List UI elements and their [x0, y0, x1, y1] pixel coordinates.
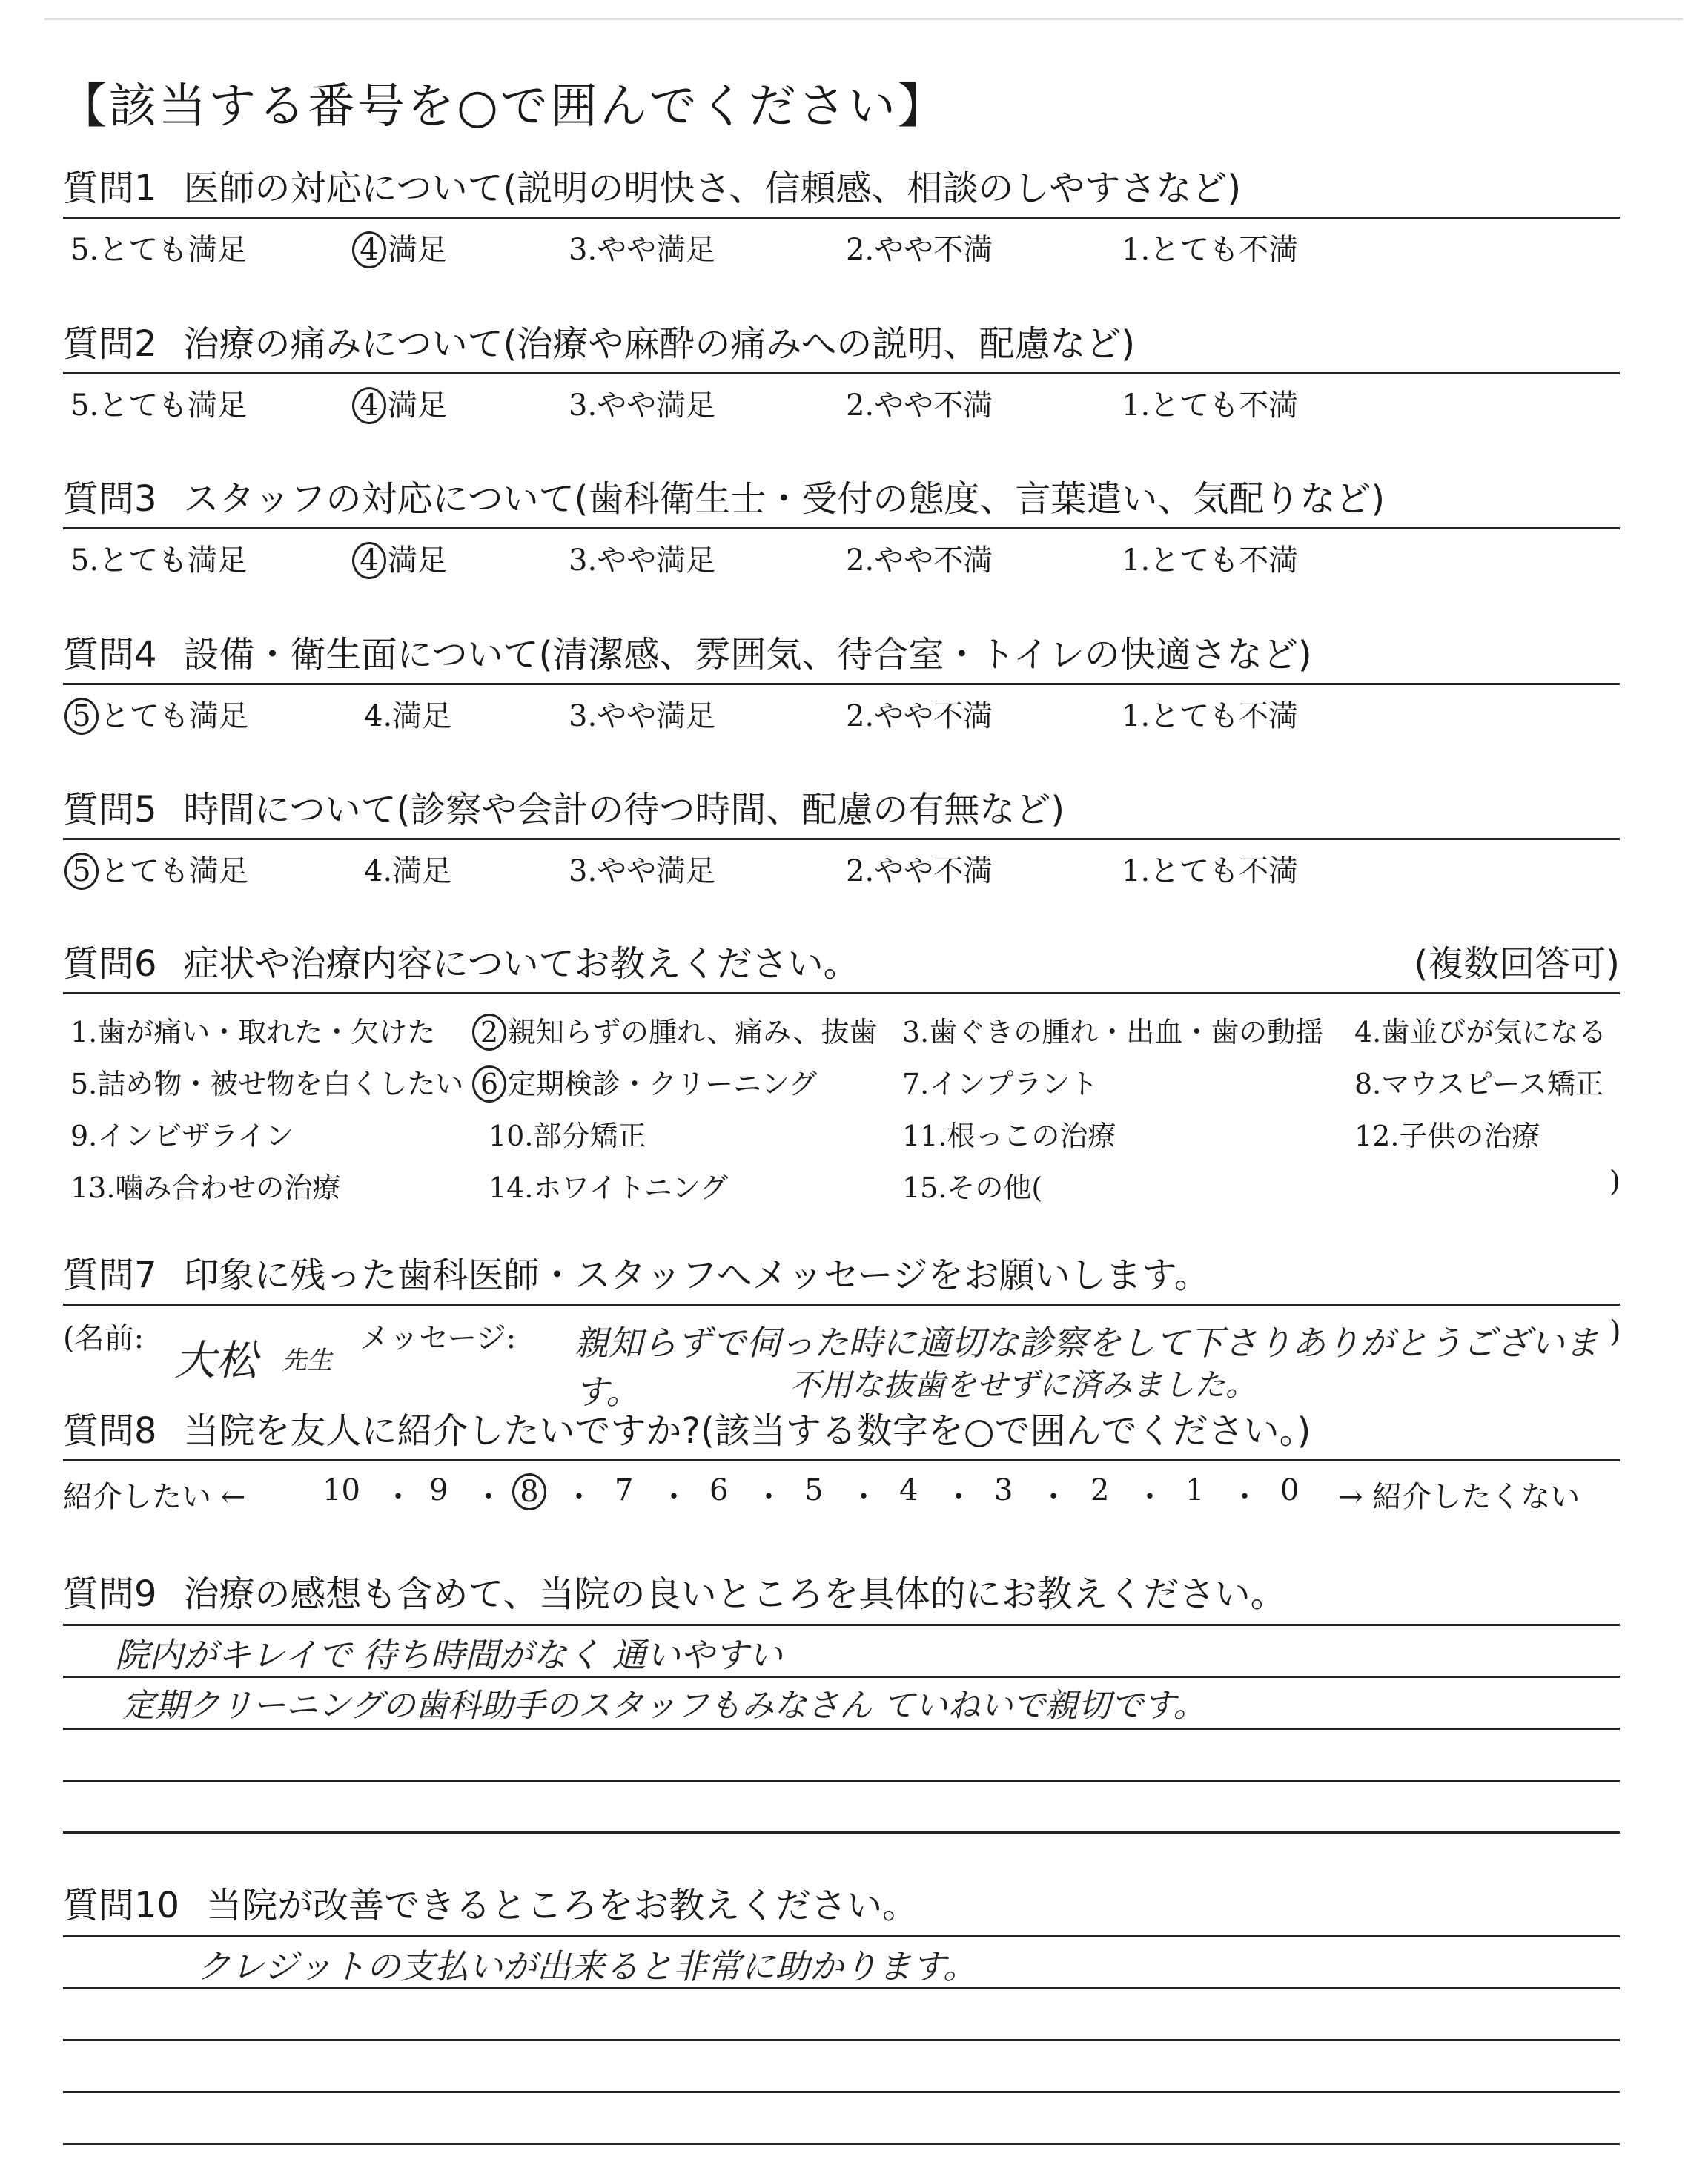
option-2[interactable]: 2.やや不満 [846, 544, 993, 578]
other-close-paren: ) [1609, 1165, 1621, 1197]
scale-10[interactable]: 10 [322, 1473, 360, 1507]
symptom-options [63, 1009, 1620, 1217]
option-4[interactable]: 4.満足 [364, 854, 452, 888]
option-1[interactable]: 1.とても不満 [1122, 544, 1299, 578]
question-text: 印象に残った歯科医師・スタッフへメッセージをお願いします。 [183, 1255, 1210, 1296]
question-number: 質問8 [63, 1410, 157, 1452]
option-5[interactable]: 5.とても満足 [70, 389, 248, 423]
answer-options [63, 685, 1620, 733]
answer-line [63, 1780, 1620, 1782]
question-text: スタッフの対応について(歯科衛生士・受付の態度、言葉遣い、気配りなど) [183, 478, 1386, 520]
question-number: 質問3 [63, 478, 157, 520]
option-3[interactable]: 3.やや満足 [569, 854, 716, 888]
answer-line [63, 1831, 1620, 1834]
option-1[interactable]: 1.とても不満 [1122, 699, 1299, 733]
page-title: 【該当する番号を○で囲んでください】 [59, 79, 947, 134]
symptom-option[interactable]: 4.歯並びが気になる [1354, 1016, 1607, 1048]
symptom-option-selected[interactable]: 2 親知らずの腫れ、痛み、抜歯 [478, 1009, 878, 1051]
answer-line [63, 1624, 1620, 1626]
symptom-option[interactable]: 8.マウスピース矯正 [1354, 1068, 1603, 1100]
option-4-selected[interactable]: 4 満足 [358, 382, 447, 424]
question-rule [63, 1459, 1620, 1461]
answer-line [63, 1935, 1620, 1937]
question-text: 当院を友人に紹介したいですか?(該当する数字を○で囲んでください。) [183, 1410, 1311, 1452]
scale-4[interactable]: 4 [899, 1473, 918, 1507]
name-label: (名前: [63, 1321, 145, 1355]
answer-line-1[interactable]: クレジットの支払いが出来ると非常に助かります。 [196, 1946, 978, 1986]
multiple-answer-note: (複数回答可) [1414, 943, 1620, 985]
selection-circle: 5 [64, 698, 99, 735]
answer-options [63, 840, 1620, 888]
message-area [63, 1306, 1621, 1412]
option-3[interactable]: 3.やや満足 [569, 389, 716, 423]
selection-circle: 4 [352, 231, 386, 268]
question-7 [63, 1252, 1621, 1412]
question-8 [63, 1407, 1620, 1513]
question-number: 質問1 [63, 168, 157, 209]
option-3[interactable]: 3.やや満足 [569, 699, 716, 733]
scale-2[interactable]: 2 [1090, 1473, 1110, 1507]
question-9 [63, 1570, 1620, 1870]
selection-circle: 5 [64, 853, 99, 890]
answer-line [63, 2039, 1620, 2041]
symptom-option[interactable]: 1.歯が痛い・取れた・欠けた [70, 1016, 436, 1048]
symptom-option[interactable]: 13.噛み合わせの治療 [70, 1172, 341, 1204]
scale-9[interactable]: 9 [429, 1473, 448, 1507]
answer-lines [63, 1929, 1620, 2174]
answer-line [63, 1728, 1620, 1730]
question-number: 質問5 [63, 789, 157, 830]
scale-8-selected[interactable] [518, 1473, 548, 1510]
answer-line [63, 1676, 1620, 1678]
question-text: 設備・衛生面について(清潔感、雰囲気、待合室・トイレの快適さなど) [183, 634, 1312, 675]
question-number: 質問9 [63, 1573, 157, 1615]
question-number: 質問4 [63, 634, 157, 675]
option-2[interactable]: 2.やや不満 [846, 699, 993, 733]
option-4-selected[interactable]: 4 満足 [358, 537, 447, 579]
option-5-selected[interactable]: 5 とても満足 [70, 848, 248, 890]
answer-line-2[interactable]: 定期クリーニングの歯科助手のスタッフもみなさん ていねいで親切です。 [122, 1687, 1206, 1725]
recommend-scale: 紹介したい ← 10 ・ 9 ・ 8 ・ 7 ・ 6 ・ 5 ・ 4 ・ 3 ・ 2 ・ 1 ・ 0 → 紹介したくない [63, 1473, 1580, 1514]
question-6 [63, 940, 1620, 1217]
option-5[interactable]: 5.とても満足 [70, 233, 248, 267]
symptom-option[interactable]: 11.根っこの治療 [902, 1120, 1116, 1152]
answer-line [63, 1987, 1620, 1989]
question-text: 治療の痛みについて(治療や麻酔の痛みへの説明、配慮など) [183, 323, 1136, 365]
question-text: 症状や治療内容についてお教えください。 [183, 943, 859, 985]
question-number: 質問7 [63, 1255, 157, 1296]
scale-right-label: → 紹介したくない [1338, 1480, 1580, 1514]
selection-circle: 4 [352, 387, 386, 424]
selection-circle: 4 [352, 542, 386, 579]
selection-circle: 6 [472, 1065, 506, 1103]
scale-0[interactable]: 0 [1280, 1473, 1300, 1507]
question-text: 治療の感想も含めて、当院の良いところを具体的にお教えください。 [183, 1573, 1286, 1615]
question-4 [63, 631, 1620, 733]
scale-5[interactable]: 5 [804, 1473, 824, 1507]
question-text: 当院が改善できるところをお教えください。 [206, 1885, 918, 1926]
question-5 [63, 786, 1620, 888]
symptom-option-other[interactable]: 15.その他( [902, 1172, 1043, 1204]
scale-left-label: 紹介したい ← [63, 1480, 246, 1514]
symptom-option[interactable]: 7.インプラント [902, 1068, 1099, 1100]
question-2 [63, 320, 1620, 422]
option-4-selected[interactable]: 4 満足 [358, 226, 447, 268]
option-3[interactable]: 3.やや満足 [569, 544, 716, 578]
symptom-option[interactable]: 14.ホワイトニング [489, 1172, 729, 1204]
answer-lines [63, 1618, 1620, 1870]
symptom-option[interactable]: 10.部分矯正 [489, 1120, 646, 1152]
option-2[interactable]: 2.やや不満 [846, 389, 993, 423]
selection-circle: 2 [472, 1014, 506, 1051]
option-1[interactable]: 1.とても不満 [1122, 389, 1299, 423]
scale-3[interactable]: 3 [994, 1473, 1013, 1507]
top-border [44, 18, 1683, 20]
option-4[interactable]: 4.満足 [364, 699, 452, 733]
selection-circle: 8 [512, 1473, 546, 1510]
answer-line [63, 2091, 1620, 2093]
message-line-2[interactable]: 不用な抜歯をせずに済みました。 [790, 1367, 1257, 1403]
question-number: 質問10 [63, 1885, 180, 1926]
option-1[interactable]: 1.とても不満 [1122, 233, 1299, 267]
answer-options [63, 529, 1620, 577]
symptom-option[interactable]: 5.詰め物・被せ物を白くしたい [70, 1068, 464, 1100]
question-number: 質問6 [63, 943, 157, 985]
symptom-option-selected[interactable]: 6 定期検診・クリーニング [478, 1061, 817, 1103]
question-number: 質問2 [63, 323, 157, 365]
doctor-honorific: 先生 [282, 1346, 332, 1375]
symptom-option[interactable]: 12.子供の治療 [1354, 1120, 1540, 1152]
doctor-name[interactable]: 大松 [174, 1337, 257, 1385]
message-close-paren: ) [1609, 1315, 1621, 1349]
option-2[interactable]: 2.やや不満 [846, 233, 993, 267]
question-rule [63, 992, 1620, 994]
option-3[interactable]: 3.やや満足 [569, 233, 716, 267]
symptom-option[interactable]: 3.歯ぐきの腫れ・出血・歯の動揺 [902, 1016, 1324, 1048]
scale-7[interactable]: 7 [615, 1473, 634, 1507]
scale-6[interactable]: 6 [709, 1473, 729, 1507]
answer-line-1[interactable]: 院内がキレイで 待ち時間がなく 通いやすい [115, 1635, 783, 1675]
question-text: 医師の対応について(説明の明快さ、信頼感、相談のしやすさなど) [183, 168, 1242, 209]
option-1[interactable]: 1.とても不満 [1122, 854, 1299, 888]
symptom-option[interactable]: 9.インビザライン [70, 1120, 294, 1152]
option-5-selected[interactable]: 5 とても満足 [70, 693, 248, 735]
message-label: メッセージ: [360, 1321, 517, 1355]
answer-options [63, 219, 1620, 266]
option-5[interactable]: 5.とても満足 [70, 544, 248, 578]
answer-line [63, 2143, 1620, 2145]
answer-options [63, 374, 1620, 422]
question-1 [63, 165, 1620, 266]
question-3 [63, 475, 1620, 577]
message-line-1[interactable]: 親知らずで伺った時に適切な診察をして下さりありがとうございます。 [575, 1323, 1599, 1412]
option-2[interactable]: 2.やや不満 [846, 854, 993, 888]
question-text: 時間について(診察や会計の待つ時間、配慮の有無など) [183, 789, 1065, 830]
question-10 [63, 1882, 1620, 2174]
scale-1[interactable]: 1 [1185, 1473, 1205, 1507]
